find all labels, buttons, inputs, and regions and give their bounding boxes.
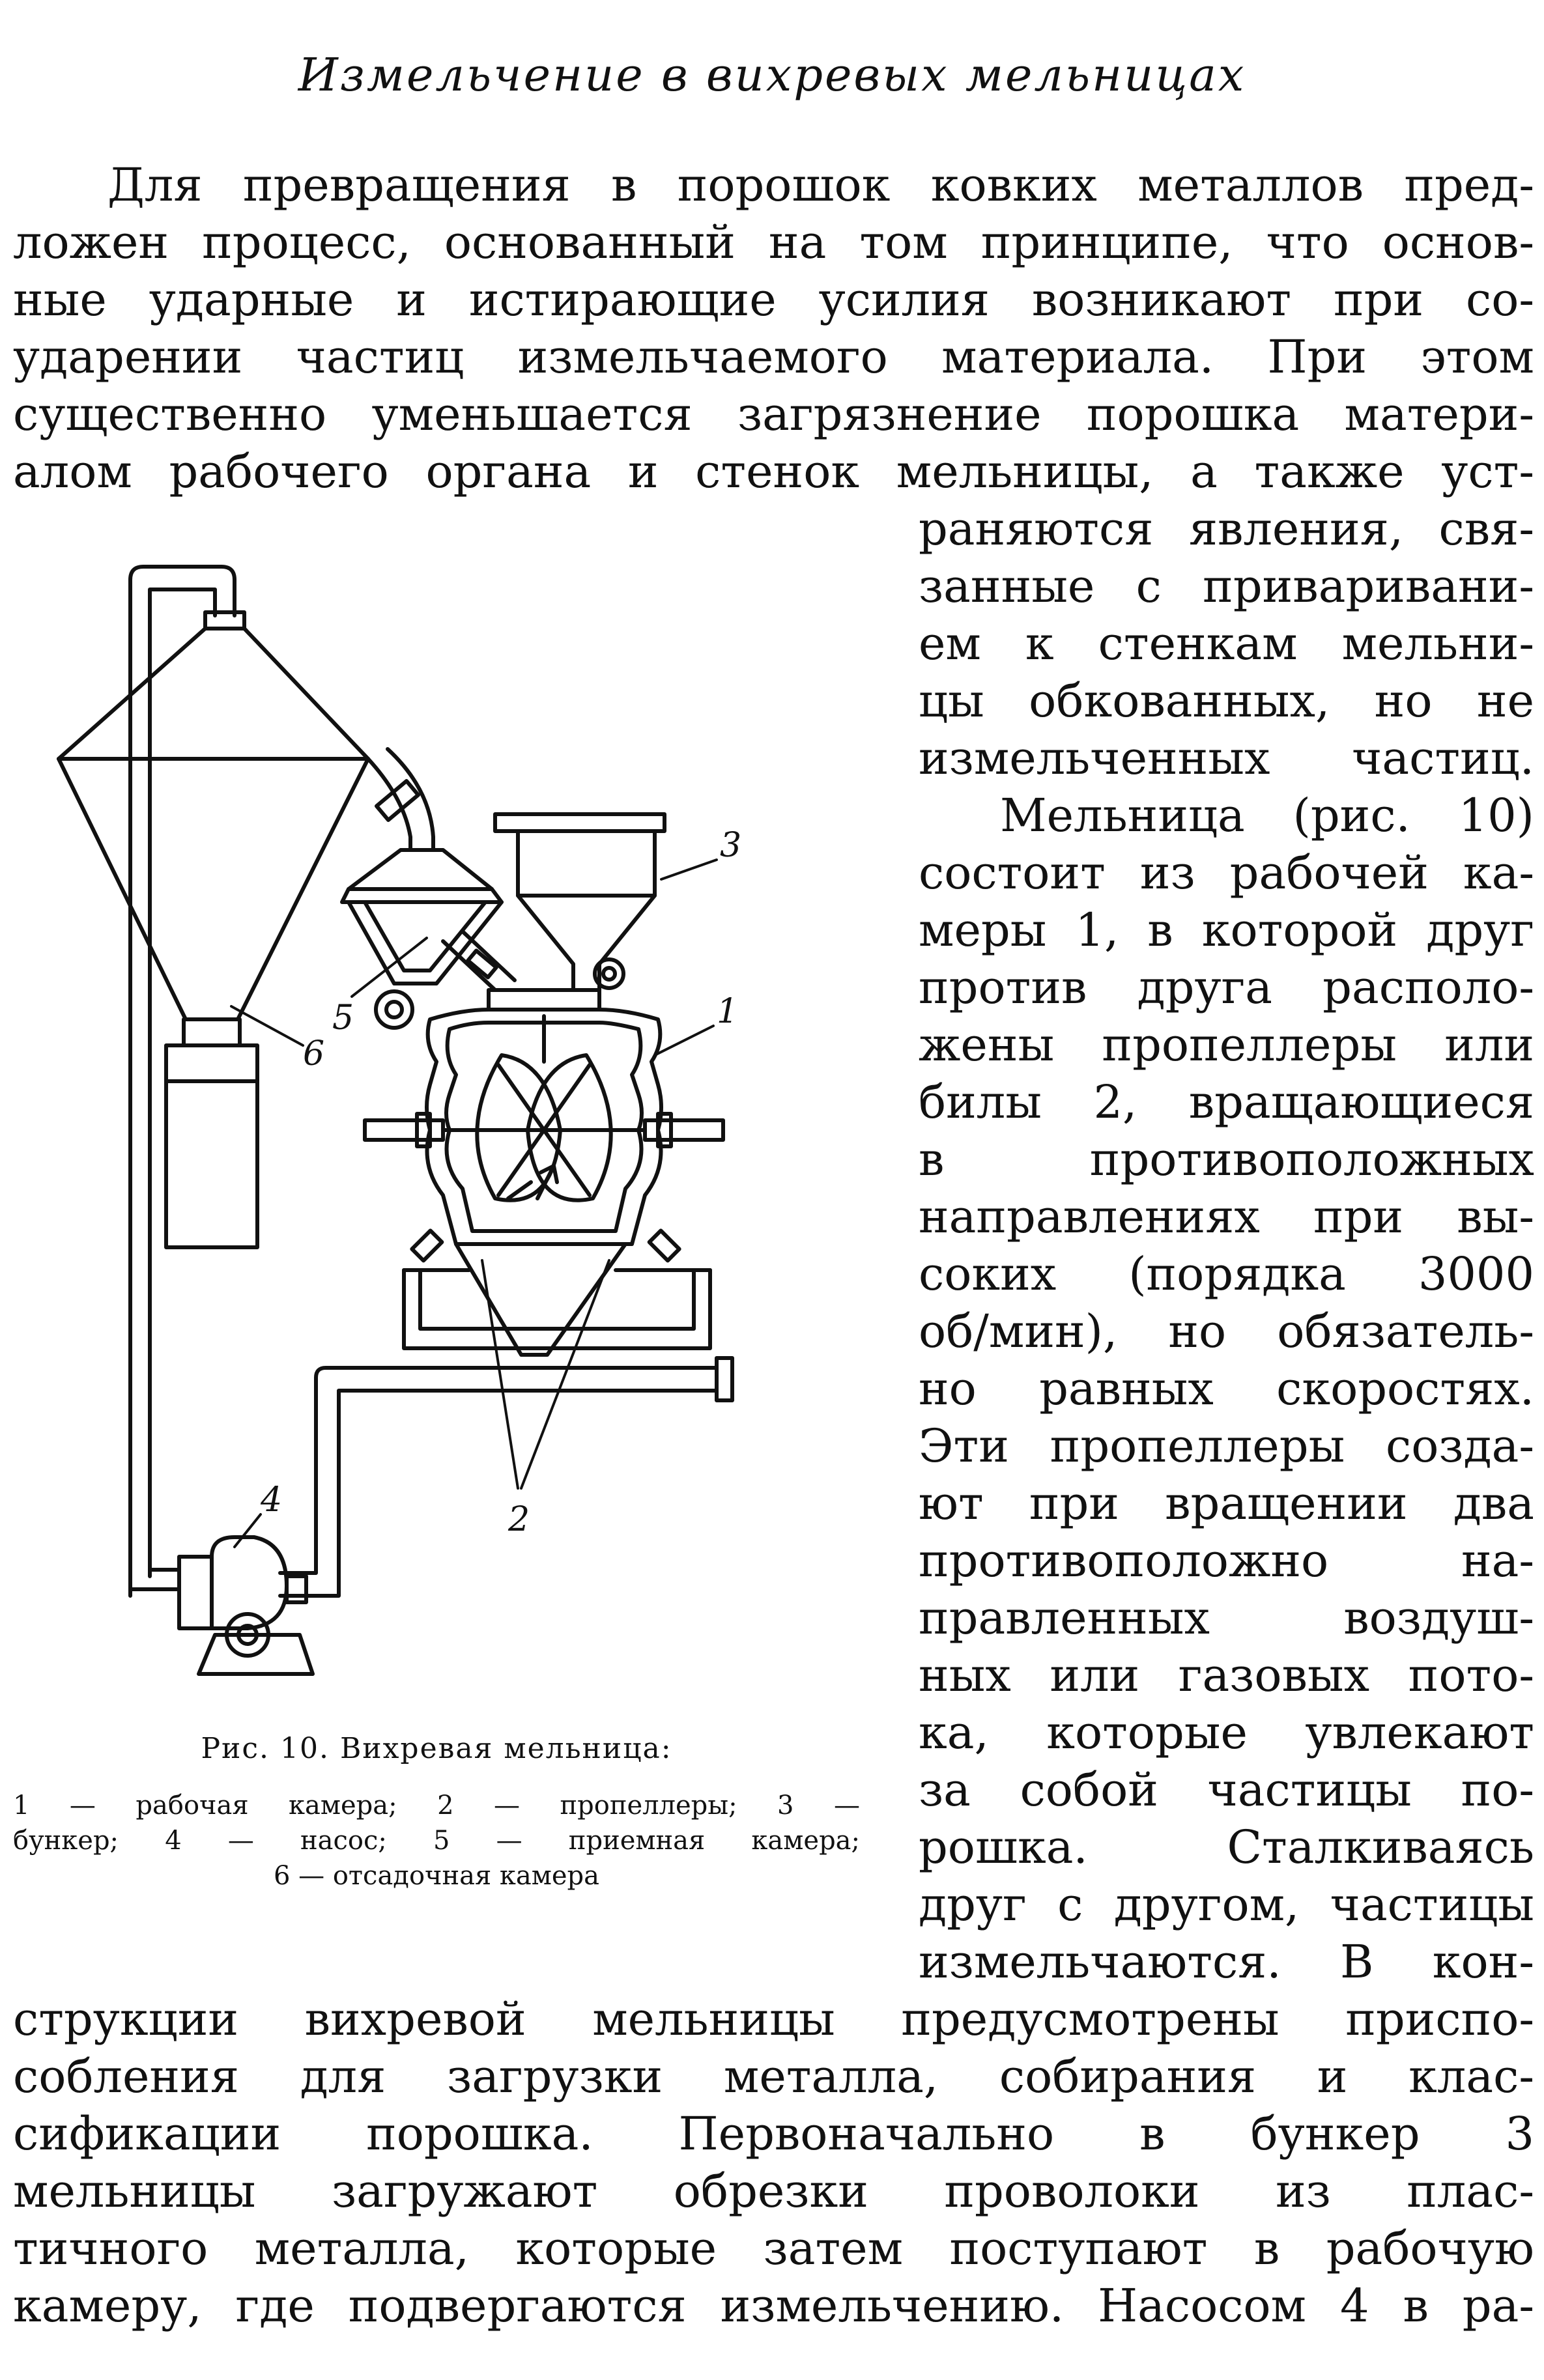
text-line: билы 2, вращающиеся (919, 1075, 1534, 1129)
text-line: направлениях при вы- (919, 1190, 1534, 1243)
text-line: ем к стенкам мельни- (919, 617, 1534, 670)
text-line: рошка. Сталкиваясь (919, 1820, 1534, 1874)
text-line: существенно уменьшается загрязнение порошка матери- (13, 388, 1534, 441)
text-line: ложен процесс, основанный на том принципе, что основ- (13, 216, 1534, 269)
figure-caption-title: Рис. 10. Вихревая мельница: (201, 1732, 672, 1765)
settling-chamber (59, 612, 368, 1247)
text-line: правленных воздуш- (919, 1591, 1534, 1645)
text-line: ют при вращении два (919, 1477, 1534, 1530)
figure-caption-line: 1 — рабочая камера; 2 — пропеллеры; 3 — (13, 1791, 860, 1820)
text-line: за собой частицы по- (919, 1763, 1534, 1817)
text-line: ные ударные и истирающие усилия возникают при со- (13, 273, 1534, 326)
suction-pipe (280, 1358, 732, 1596)
text-line: мельницы загружают обрезки проволоки из плас- (13, 2164, 1534, 2218)
label-2: 2 (508, 1500, 530, 1539)
vortex-mill-diagram (39, 541, 893, 1707)
text-line: собления для загрузки металла, собирания и клас- (13, 2050, 1534, 2103)
receiving-chamber (342, 850, 502, 1028)
text-line: Эти пропеллеры созда- (919, 1419, 1534, 1473)
text-line: ных или газовых пото- (919, 1649, 1534, 1702)
transfer-pipe (368, 749, 433, 850)
text-line: Мельница (рис. 10) (1000, 789, 1534, 842)
support-frame (404, 1230, 710, 1348)
text-line: сификации порошка. Первоначально в бункер 3 (13, 2107, 1534, 2160)
text-line: противоположно на- (919, 1534, 1534, 1587)
label-3: 3 (720, 826, 742, 865)
text-line: ка, которые увлекают (919, 1706, 1534, 1759)
label-5: 5 (332, 999, 354, 1038)
label-1: 1 (717, 992, 739, 1031)
text-line: но равных скоростях. (919, 1362, 1534, 1415)
text-line: алом рабочего органа и стенок мельницы, а также уст- (13, 445, 1534, 498)
text-line: измельченных частиц. (919, 731, 1534, 785)
section-heading: Измельчение в вихревых мельницах (298, 48, 1246, 102)
text-line: занные с приваривани- (919, 560, 1534, 613)
text-line: раняются явления, свя- (919, 502, 1534, 556)
text-line: измельчаются. В кон- (919, 1935, 1534, 1989)
pump (179, 1537, 313, 1674)
shaft (365, 1114, 723, 1146)
text-line: цы обкованных, но не (919, 674, 1534, 728)
text-line: против друга располо- (919, 961, 1534, 1014)
text-line: в противоположных (919, 1133, 1534, 1186)
label-6: 6 (303, 1034, 325, 1073)
text-line: жены пропеллеры или (919, 1018, 1534, 1071)
text-line: ударении частиц измельчаемого материала. При этом (13, 330, 1534, 384)
label-4: 4 (261, 1480, 283, 1520)
figure-labels (260, 826, 741, 1539)
figure-caption-line: бункер; 4 — насос; 5 — приемная камера; (13, 1826, 860, 1856)
text-line: об/мин), но обязатель- (919, 1305, 1534, 1358)
figure-caption-line: 6 — отсадочная камера (273, 1861, 600, 1891)
text-line: друг с другом, частицы (919, 1878, 1534, 1931)
text-line: камеру, где подвергаются измельчению. Насосом 4 в ра- (13, 2279, 1534, 2332)
text-line: тичного металла, которые затем поступают в рабочую (13, 2222, 1534, 2275)
propellers (477, 1016, 610, 1200)
text-line: меры 1, в которой друг (919, 903, 1534, 957)
text-line: струкции вихревой мельницы предусмотрены приспо- (13, 1992, 1534, 2046)
text-line: состоит из рабочей ка- (919, 846, 1534, 900)
text-line: Для превращения в порошок ковких металлов пред- (107, 158, 1534, 212)
text-line: соких (порядка 3000 (919, 1247, 1534, 1301)
